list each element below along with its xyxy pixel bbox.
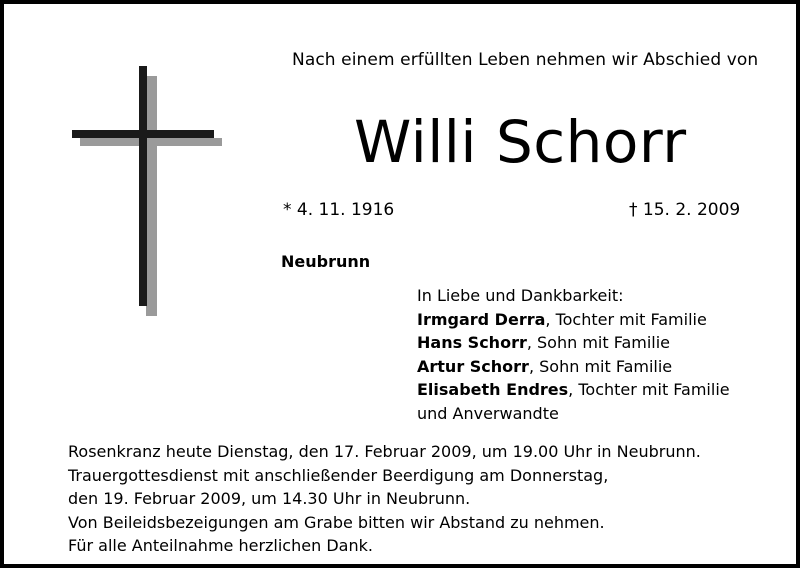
closing-line: Trauergottesdienst mit anschließender Beerdigung am Donnerstag, [68,465,609,485]
mourners-intro: In Liebe und Dankbarkeit: [417,286,624,305]
mourner-name: Hans Schorr [417,333,527,352]
mourner-relation: , Tochter mit Familie [545,309,707,329]
mourner-name: Artur Schorr [417,356,529,376]
closing-text [68,440,701,558]
death-date: † 15. 2. 2009 [629,200,741,220]
cross-vertical [139,66,147,306]
cross-shadow-horizontal [80,138,222,146]
cross-icon [64,62,234,322]
closing-line: Rosenkranz heute Dienstag, den 17. Februar 2009, um 19.00 Uhr in Neubrunn. [68,442,701,461]
closing-line: Für alle Anteilnahme herzlichen Dank. [68,536,373,555]
mourner-line [417,331,730,355]
mourner-name: Irmgard Derra [417,309,546,329]
deceased-name: Willi Schorr [354,108,687,176]
closing-line: den 19. Februar 2009, um 14.30 Uhr in Neubrunn. [68,489,471,508]
mourner-relation: , Tochter mit Familie [568,380,730,399]
mourner-line [417,308,730,332]
mourner-line [417,378,730,402]
mourner-relation: , Sohn mit Familie [528,356,673,376]
cross-horizontal [72,130,214,138]
intro-text: Nach einem erfüllten Leben nehmen wir Abschied von [292,50,759,70]
mourner-line [417,355,730,379]
place-name: Neubrunn [281,252,371,271]
mourners-block [417,284,730,425]
mourners-outro: und Anverwandte [417,403,559,423]
closing-line: Von Beileidsbezeigungen am Grabe bitten wir Abstand zu nehmen. [68,512,605,532]
birth-date: * 4. 11. 1916 [283,200,395,220]
mourner-relation: , Sohn mit Familie [526,333,671,352]
cross-shadow-vertical [146,76,157,316]
mourner-name: Elisabeth Endres [417,380,569,399]
